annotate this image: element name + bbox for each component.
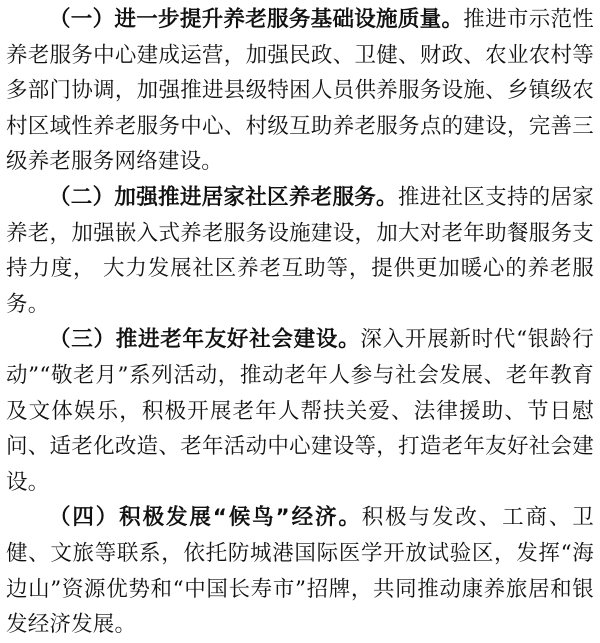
section-1-heading: （一）进一步提升养老服务基础设施质量。 <box>49 7 464 32</box>
section-2-heading: （二）加强推进居家社区养老服务。 <box>49 184 398 210</box>
section-3-heading: （三）推进老年友好社会建设。 <box>49 327 361 353</box>
section-2-text: 推进社区支持的居家养老，加强嵌入式养老服务设施建设，加大对老年助餐服务支持力度， 大力发展社区养老互助等，提供更加暖心的养老服务。 <box>6 184 594 317</box>
section-4-paragraph <box>6 500 594 642</box>
section-3-text: 深入开展新时代“银龄行动”“敬老月”系列活动，推动老年人参与社会发展、老年教育及文体娱乐，积极开展老年人帮扶关爱、法律援助、节日慰问、适老化改造、老年活动中心建设等，打造老年友好社会建设。 <box>6 327 594 495</box>
document-body <box>6 2 594 643</box>
section-1-paragraph <box>6 2 594 180</box>
section-1-text: 推进市示范性养老服务中心建成运营，加强民政、卫健、财政、农业农村等多部门协调，加强推进县级特困人员供养服务设施、乡镇级农村区域性养老服务中心、村级互助养老服务点的建设，完善三级养老服务网络建设。 <box>6 7 594 175</box>
section-4-heading: （四）积极发展“候鸟”经济。 <box>49 505 362 531</box>
section-3-paragraph <box>6 322 594 500</box>
section-2-paragraph <box>6 180 594 322</box>
section-4-text: 积极与发改、工商、卫健、文旅等联系，依托防城港国际医学开放试验区，发挥“海边山”资源优势和“中国长寿市”招牌，共同推动康养旅居和银发经济发展。 <box>6 505 594 638</box>
